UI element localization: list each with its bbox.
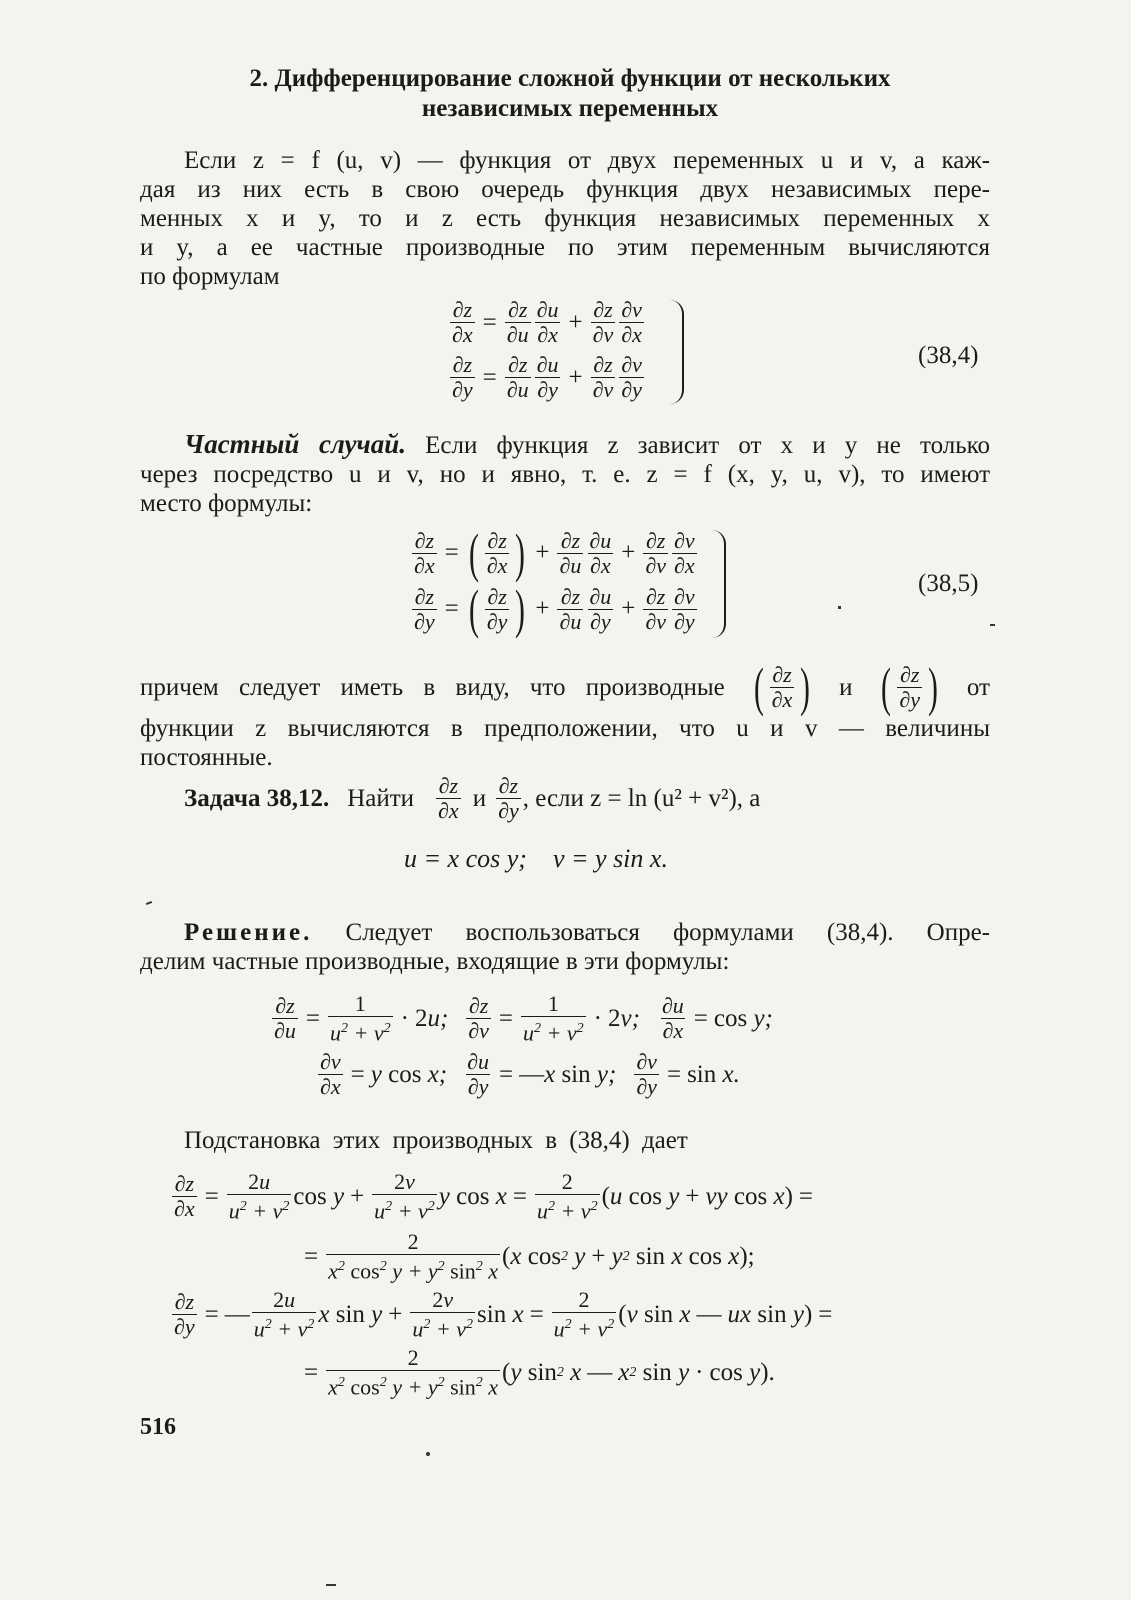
special-case-label: Частный случай.	[184, 429, 406, 459]
note-line: постоянные.	[140, 744, 273, 771]
equation-dz-dx-explicit: $\frac{\partial z}{\partial x}$ = ( $\frac{\partial z}{\partial x}$ ) + $\frac{\partial z}{\partial u}$ $\frac{\partial u}{\partial x}$ + $\frac{\partial z}{\partial v}$ $\frac{\partial v}{\partial x}$	[414, 523, 695, 583]
formula-38-4	[448, 298, 646, 402]
scan-speck	[838, 606, 841, 609]
heading-line-1: 2. Дифференцирование сложной функции от нескольких	[249, 65, 891, 92]
heading-line-2: независимых переменных	[421, 95, 719, 122]
page-number: 516	[140, 1414, 176, 1440]
problem-condition: , если z = ln (u² + v²), а	[522, 784, 761, 812]
intro-line: дая из них есть в свою очередь функция двух независимых пере-	[140, 176, 990, 203]
intro-line: и y, а ее частные производные по этим переменным вычисляются	[140, 234, 990, 261]
result-dz-dx-line-1: $\frac{\partial z}{\partial x}$ = $\frac{2u}{u^2 + v^2}$ cos y + $\frac{2v}{u^2 + v^2}$ y cos x = $\frac{2}{u^2 + v^2}$ ( u cos y + vy cos x ) =	[174, 1169, 814, 1224]
note-text: и	[839, 673, 853, 701]
intro-line: менных x и y, то и z есть функция независимых переменных x	[140, 205, 990, 232]
equation-dz-dx: $\frac{\partial z}{\partial x}$ = $\frac{\partial z}{\partial u}$ $\frac{\partial u}{\partial x}$ + $\frac{\partial z}{\partial v}$ $\frac{\partial v}{\partial x}$	[452, 297, 642, 347]
derivatives-row-2: $\frac{\partial v}{\partial x}$ = y cos x; $\frac{\partial u}{\partial y}$ = — x sin y; $\frac{\partial v}{\partial y}$ = sin x.	[320, 1049, 740, 1099]
problem-statement	[184, 774, 760, 823]
result-dz-dx-line-2: = $\frac{2}{x^2 \cos^2 y + y^2 \sin^2 x}$ ( x cos 2 y + y 2 sin x cos x );	[304, 1229, 755, 1284]
intro-line: Если z = f (u, v) — функция от двух переменных u и v, а каж-	[184, 147, 990, 174]
result-dz-dy-line-1: $\frac{\partial z}{\partial y}$ = — $\frac{2u}{u^2 + v^2}$ x sin y + $\frac{2v}{u^2 + v^2}$ sin x = $\frac{2}{u^2 + v^2}$ ( v sin x — ux sin y ) =	[174, 1287, 833, 1342]
problem-text: и	[472, 784, 487, 812]
note-line: функции z вычисляются в предположении, что u и v — величины	[140, 715, 990, 742]
problem-text: Найти	[347, 784, 415, 812]
right-brace	[710, 530, 726, 638]
special-case-line: место формулы:	[140, 490, 313, 517]
section-heading	[150, 64, 990, 124]
formula-38-5	[410, 523, 699, 639]
scan-speck	[426, 1452, 430, 1456]
solution-line: Следует воспользоваться формулами (38,4). Опре-	[345, 919, 991, 946]
substitution-text: Подстановка этих производных в (38,4) дает	[184, 1127, 688, 1154]
note-text: причем следует иметь в виду, что производные	[140, 673, 725, 701]
substitution-paragraph	[184, 1126, 884, 1155]
solution-line: делим частные производные, входящие в эти формулы:	[140, 948, 730, 975]
equation-dz-dy-explicit: $\frac{\partial z}{\partial y}$ = ( $\frac{\partial z}{\partial y}$ ) + $\frac{\partial z}{\partial u}$ $\frac{\partial u}{\partial y}$ + $\frac{\partial z}{\partial v}$ $\frac{\partial v}{\partial y}$	[414, 579, 695, 639]
equation-number: (38,4)	[918, 342, 979, 369]
intro-line: по формулам	[140, 263, 280, 290]
substitution-formula: u = x cos y; v = y sin x.	[404, 844, 668, 873]
intro-paragraph	[140, 146, 990, 291]
scan-speck	[146, 901, 152, 905]
equation-number: (38,5)	[918, 570, 979, 597]
partial-z-y: ( $\frac{\partial z}{\partial y}$ )	[881, 657, 938, 717]
equation-dz-dy: $\frac{\partial z}{\partial y}$ = $\frac{\partial z}{\partial u}$ $\frac{\partial u}{\partial y}$ + $\frac{\partial z}{\partial v}$ $\frac{\partial v}{\partial y}$	[452, 352, 642, 402]
derivatives-row-1: $\frac{\partial z}{\partial u}$ = $\frac{1}{u^2 + v^2}$ · 2 u; $\frac{\partial z}{\partial v}$ = $\frac{1}{u^2 + v^2}$ · 2 v; $\frac{\partial u}{\partial x}$ = cos y;	[274, 991, 773, 1046]
fraction-dz-dy: $\frac{\partial z}{\partial y}$	[498, 773, 519, 823]
right-brace	[668, 300, 684, 404]
special-case-paragraph	[140, 430, 990, 518]
problem-label: Задача 38,12.	[184, 784, 330, 812]
result-dz-dy-line-2: = $\frac{2}{x^2 \cos^2 y + y^2 \sin^2 x}$ ( y sin 2 x — x 2 sin y · cos y ).	[304, 1345, 775, 1400]
special-case-line: через посредство u и v, но и явно, т. е. z = f (x, y, u, v), то имеют	[140, 461, 990, 488]
scan-speck	[990, 624, 995, 626]
fraction-dz-dx: $\frac{\partial z}{\partial x}$	[438, 773, 459, 823]
note-paragraph	[140, 657, 990, 772]
solution-label: Решение.	[184, 919, 313, 946]
partial-z-x: ( $\frac{\partial z}{\partial x}$ )	[753, 657, 811, 717]
special-case-line: Если функция z зависит от x и y не только	[425, 432, 990, 459]
note-text: от	[966, 673, 990, 701]
scan-speck	[326, 1584, 336, 1586]
solution-paragraph	[140, 918, 990, 976]
